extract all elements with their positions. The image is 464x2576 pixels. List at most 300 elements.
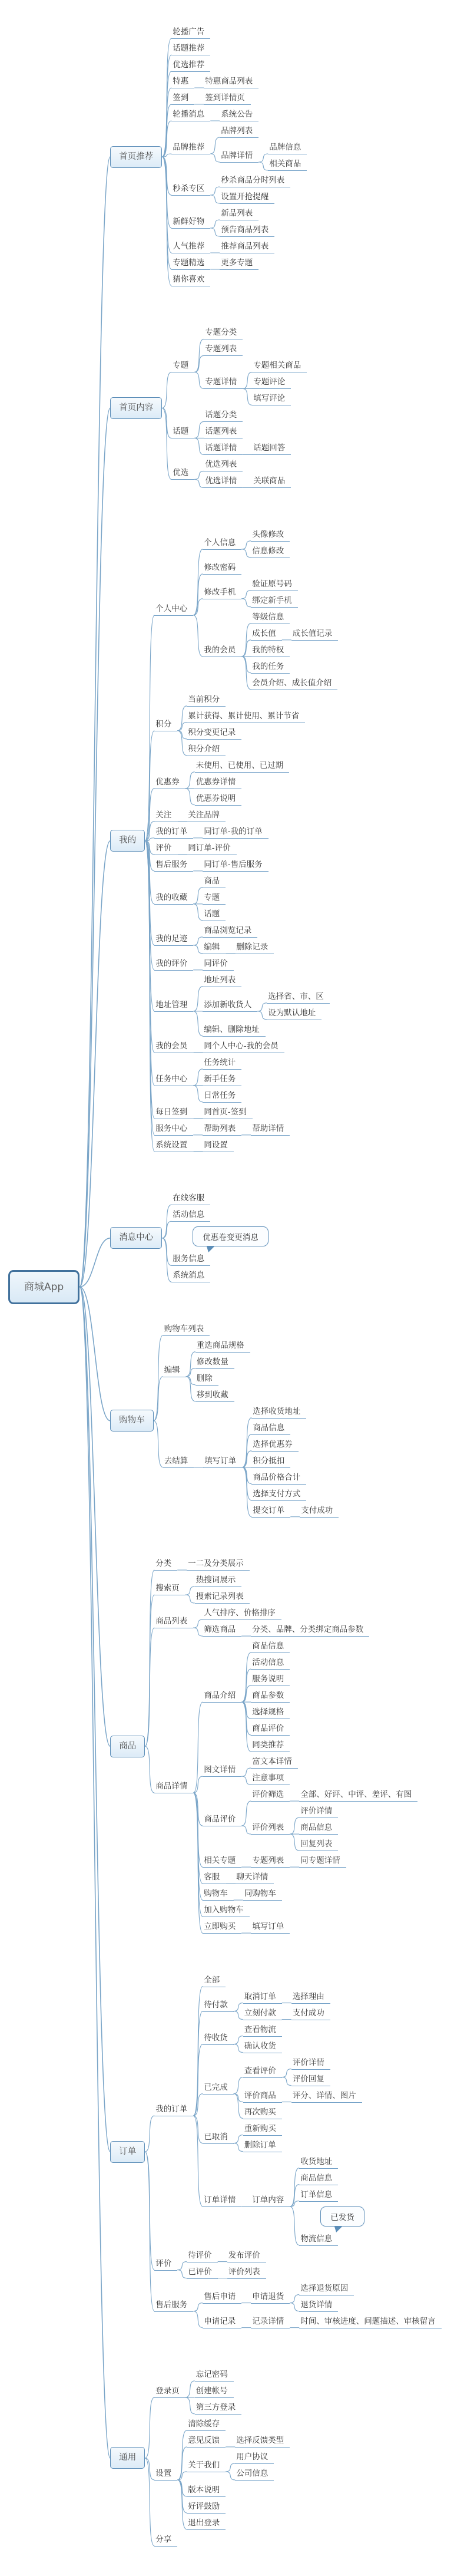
subtopic[interactable]: 秒杀商品分时列表 — [220, 176, 290, 187]
main-branch-topic[interactable]: 首页内容 — [110, 397, 162, 419]
topic-row — [291, 2058, 330, 2070]
subtopic[interactable]: 筛选商品 — [203, 1625, 241, 1637]
subtopic[interactable]: 同订单-我的订单 — [203, 827, 268, 839]
subtopic[interactable]: 信息修改 — [251, 546, 290, 558]
subtopic[interactable]: 选择退货原因 — [299, 2284, 354, 2295]
subtopic[interactable]: 支付成功 — [291, 2008, 330, 2020]
subtopic[interactable]: 每日签到 — [154, 1107, 193, 1119]
subtopic[interactable]: 退出登录 — [187, 2518, 226, 2530]
subtopic[interactable]: 评价详情 — [299, 1806, 338, 1818]
subtopic[interactable]: 帮助列表 — [203, 1124, 241, 1136]
topic-wrap — [154, 810, 177, 822]
subtopic[interactable]: 发布评价 — [227, 2251, 266, 2262]
subtopic[interactable]: 任务统计 — [203, 1058, 241, 1070]
subtopic[interactable]: 在线客服 — [171, 1193, 210, 1205]
subtopic[interactable]: 服务中心 — [154, 1124, 193, 1136]
subtopic[interactable]: 累计获得、累计使用、累计节省 — [187, 711, 305, 723]
subtopic[interactable]: 积分抵扣 — [251, 1456, 290, 1468]
subtopic[interactable]: 商品评价 — [251, 1724, 290, 1736]
subtopic[interactable]: 未使用、已使用、已过期 — [195, 761, 290, 773]
subtopic[interactable]: 购物车 — [203, 1889, 234, 1901]
subtopic[interactable]: 我的订单 — [154, 2105, 193, 2116]
subtopic[interactable]: 话题列表 — [204, 427, 243, 438]
subtopic[interactable]: 商品信息 — [251, 1423, 290, 1435]
subtopic[interactable]: 会员介绍、成长值介绍 — [251, 678, 337, 690]
children-column — [187, 1559, 250, 1571]
subtopic[interactable]: 同个人中心-我的会员 — [203, 1041, 284, 1053]
subtopic[interactable]: 商品价格合计 — [251, 1473, 306, 1485]
subtopic[interactable]: 热搜词展示 — [195, 1575, 242, 1587]
subtopic[interactable]: 第三方登录 — [195, 2403, 242, 2415]
subtopic[interactable]: 客服 — [203, 1872, 226, 1884]
subtopic[interactable]: 选择理由 — [291, 1992, 330, 2004]
subtopic[interactable]: 成长值 — [251, 629, 282, 641]
subtopic[interactable]: 去结算 — [163, 1456, 194, 1468]
subtopic[interactable]: 编辑 — [163, 1365, 186, 1377]
subtopic[interactable]: 我的订单 — [154, 827, 193, 839]
topic-wrap — [154, 1107, 193, 1119]
callout — [320, 2206, 364, 2232]
subtopic[interactable]: 任务中心 — [154, 1074, 193, 1086]
subtopic[interactable]: 分享 — [154, 2535, 177, 2547]
topic-row — [154, 827, 338, 839]
subtopic[interactable]: 商品列表 — [154, 1617, 193, 1628]
subtopic[interactable]: 相关商品 — [268, 159, 307, 171]
subtopic[interactable]: 商品详情 — [154, 1782, 193, 1793]
subtopic[interactable]: 话题推荐 — [171, 44, 210, 55]
subtopic[interactable]: 系统消息 — [171, 1271, 210, 1282]
subtopic[interactable]: 同类推荐 — [251, 1740, 290, 1752]
subtopic[interactable]: 修改密码 — [203, 563, 241, 575]
topic-row — [291, 2074, 330, 2086]
subtopic[interactable]: 申请退货 — [251, 2292, 290, 2304]
subtopic[interactable]: 立刻付款 — [243, 2008, 282, 2020]
subtopic[interactable]: 预告商品列表 — [220, 225, 274, 237]
subtopic[interactable]: 填写订单 — [203, 1456, 242, 1468]
topic-wrap — [203, 1608, 281, 1620]
topic-row — [154, 975, 338, 1037]
subtopic[interactable]: 个人信息 — [203, 538, 241, 550]
children-column — [195, 761, 290, 806]
topic-row — [243, 2025, 282, 2037]
subtopic[interactable]: 商品浏览记录 — [203, 926, 257, 938]
subtopic[interactable]: 轮播消息 — [171, 110, 210, 121]
topic-wrap — [252, 476, 291, 488]
topic-row — [299, 1790, 417, 1802]
subtopic[interactable]: 我的收藏 — [154, 893, 193, 905]
subtopic[interactable]: 删除 — [195, 1374, 218, 1386]
subtopic[interactable]: 品牌详情 — [220, 151, 258, 163]
subtopic[interactable]: 图文详情 — [203, 1765, 241, 1777]
topic-row — [171, 44, 307, 55]
topic-row — [171, 209, 307, 237]
subtopic[interactable]: 全部、好评、中评、差评、有图 — [299, 1790, 417, 1802]
subtopic[interactable]: 富文本详情 — [251, 1757, 298, 1769]
topic-wrap — [187, 744, 226, 756]
subtopic[interactable]: 再次购买 — [243, 2107, 282, 2119]
topic-wrap — [203, 1140, 234, 1152]
topic-wrap — [110, 830, 145, 852]
topic-row — [171, 275, 307, 286]
subtopic[interactable]: 优选 — [171, 468, 194, 480]
subtopic[interactable]: 评价 — [154, 2259, 177, 2271]
subtopic[interactable]: 时间、审核进度、问题描述、审核留言 — [299, 2317, 442, 2328]
subtopic[interactable]: 系统公告 — [220, 110, 258, 121]
subtopic[interactable]: 用户协议 — [235, 2452, 274, 2464]
subtopic[interactable]: 售后服务 — [154, 2300, 193, 2312]
subtopic[interactable]: 选择支付方式 — [251, 1489, 306, 1501]
subtopic[interactable]: 重选商品规格 — [195, 1341, 250, 1353]
subtopic[interactable]: 评价 — [154, 843, 177, 855]
subtopic[interactable]: 商品 — [203, 876, 226, 888]
subtopic[interactable]: 商品信息 — [299, 2173, 338, 2185]
topic-wrap — [171, 110, 210, 121]
subtopic[interactable]: 专题精选 — [171, 258, 210, 270]
subtopic[interactable]: 支付成功 — [300, 1506, 339, 1518]
subtopic[interactable]: 人气排序、价格排序 — [203, 1608, 281, 1620]
subtopic[interactable]: 编辑、删除地址 — [203, 1025, 266, 1037]
root-topic[interactable]: 商城App — [8, 1270, 79, 1304]
topic-row — [251, 1806, 417, 1851]
subtopic[interactable]: 选择优惠券 — [251, 1440, 299, 1452]
subtopic[interactable]: 关联商品 — [252, 476, 291, 488]
subtopic[interactable]: 移到收藏 — [195, 1390, 234, 1402]
subtopic[interactable]: 优惠券 — [154, 777, 185, 789]
subtopic[interactable]: 帮助详情 — [251, 1124, 290, 1136]
subtopic[interactable]: 专题列表 — [251, 1856, 290, 1868]
subtopic[interactable]: 忘记密码 — [195, 2370, 234, 2382]
subtopic[interactable]: 专题 — [171, 361, 194, 372]
subtopic[interactable]: 确认收货 — [243, 2041, 282, 2053]
subtopic[interactable]: 我的会员 — [203, 645, 241, 657]
subtopic[interactable]: 商品信息 — [299, 1823, 338, 1835]
main-branch-topic[interactable]: 商品 — [110, 1736, 145, 1757]
subtopic[interactable]: 人气推荐 — [171, 242, 210, 253]
subtopic[interactable]: 创建帐号 — [195, 2386, 234, 2398]
subtopic[interactable]: 签到详情页 — [204, 93, 251, 105]
subtopic[interactable]: 版本说明 — [187, 2485, 226, 2497]
topic-row — [251, 1724, 290, 1736]
subtopic[interactable]: 申请记录 — [203, 2317, 241, 2328]
subtopic[interactable]: 专题评论 — [252, 377, 291, 389]
subtopic[interactable]: 加入购物车 — [203, 1905, 250, 1917]
subtopic[interactable]: 删除记录 — [235, 942, 274, 954]
topic-row — [235, 2469, 274, 2481]
subtopic[interactable]: 回复列表 — [299, 1839, 338, 1851]
subtopic[interactable]: 搜索记录列表 — [195, 1592, 250, 1604]
topic-row — [195, 2370, 242, 2382]
subtopic[interactable]: 地址管理 — [154, 1000, 193, 1012]
subtopic[interactable]: 评价列表 — [251, 1823, 290, 1835]
subtopic[interactable]: 专题列表 — [204, 344, 243, 356]
subtopic[interactable]: 积分介绍 — [187, 744, 226, 756]
subtopic[interactable]: 等级信息 — [251, 612, 290, 624]
children-column — [220, 209, 274, 237]
subtopic[interactable]: 待收货 — [203, 2033, 234, 2045]
subtopic[interactable]: 记录详情 — [251, 2317, 290, 2328]
subtopic[interactable]: 同订单-评价 — [187, 843, 236, 855]
subtopic[interactable]: 评价列表 — [227, 2267, 266, 2279]
subtopic[interactable]: 注意事项 — [251, 1773, 290, 1785]
topic-wrap — [203, 909, 226, 921]
topic-row — [243, 2058, 362, 2086]
subtopic[interactable]: 重新购买 — [243, 2124, 282, 2136]
subtopic[interactable]: 商品介绍 — [203, 1691, 241, 1703]
subtopic[interactable]: 积分 — [154, 720, 177, 731]
children-column — [154, 1559, 417, 1934]
topic-wrap — [227, 2267, 266, 2279]
subtopic[interactable]: 更多专题 — [220, 258, 258, 270]
topic-wrap — [251, 1790, 290, 1802]
subtopic[interactable]: 话题分类 — [204, 410, 243, 422]
subtopic[interactable]: 好评鼓励 — [187, 2502, 226, 2514]
subtopic[interactable]: 优惠券详情 — [195, 777, 242, 789]
subtopic[interactable]: 专题相关商品 — [252, 361, 307, 372]
subtopic[interactable]: 物流信息 — [299, 2234, 338, 2246]
subtopic[interactable]: 评分、详情、图片 — [291, 2091, 362, 2103]
subtopic[interactable]: 清除缓存 — [187, 2419, 226, 2431]
subtopic[interactable]: 优惠券说明 — [195, 794, 242, 806]
topic-wrap — [220, 176, 290, 187]
subtopic[interactable]: 猜你喜欢 — [171, 275, 210, 286]
topic-wrap — [204, 427, 243, 438]
subtopic[interactable]: 评价回复 — [291, 2074, 330, 2086]
subtopic[interactable]: 同订单-售后服务 — [203, 860, 268, 872]
subtopic[interactable]: 设置 — [154, 2469, 177, 2481]
subtopic[interactable]: 评价详情 — [291, 2058, 330, 2070]
subtopic[interactable]: 话题 — [203, 909, 226, 921]
subtopic[interactable]: 签到 — [171, 93, 194, 105]
subtopic[interactable]: 待付款 — [203, 2000, 234, 2012]
subtopic[interactable]: 已评价 — [187, 2267, 218, 2279]
topic-wrap — [163, 1324, 210, 1336]
topic-row — [299, 2284, 354, 2295]
subtopic[interactable]: 优选详情 — [204, 476, 243, 488]
topic-row — [154, 1559, 417, 1571]
subtopic[interactable]: 我的任务 — [251, 662, 290, 674]
topic-row — [171, 60, 307, 72]
subtopic[interactable]: 取消订单 — [243, 1992, 282, 2004]
subtopic[interactable]: 选择规格 — [251, 1707, 290, 1719]
topic-row — [204, 93, 251, 105]
subtopic[interactable]: 搜索页 — [154, 1584, 185, 1595]
subtopic[interactable]: 话题 — [171, 427, 194, 438]
subtopic[interactable]: 话题详情 — [204, 443, 243, 455]
topic-row — [154, 1575, 417, 1604]
subtopic[interactable]: 验证原号码 — [251, 579, 298, 591]
topic-wrap — [154, 604, 193, 616]
subtopic[interactable]: 当前积分 — [187, 695, 226, 707]
topic-row — [171, 460, 307, 488]
topic-row — [203, 893, 226, 905]
main-branch-topic[interactable]: 通用 — [110, 2447, 145, 2469]
subtopic[interactable]: 填写订单 — [251, 1922, 290, 1934]
subtopic[interactable]: 提交订单 — [251, 1506, 290, 1518]
subtopic[interactable]: 选择收货地址 — [251, 1407, 306, 1419]
subtopic[interactable]: 订单内容 — [251, 2195, 290, 2207]
subtopic[interactable]: 头像修改 — [251, 530, 290, 542]
subtopic[interactable]: 同购物车 — [243, 1889, 282, 1901]
subtopic[interactable]: 绑定新手机 — [251, 596, 298, 608]
subtopic[interactable]: 推荐商品列表 — [220, 242, 274, 253]
subtopic[interactable]: 我的会员 — [154, 1041, 193, 1053]
topic-row — [235, 2436, 290, 2448]
subtopic[interactable]: 已完成 — [203, 2083, 234, 2095]
subtopic[interactable]: 活动信息 — [251, 1658, 290, 1670]
subtopic[interactable]: 新鲜好物 — [171, 217, 210, 229]
topic-row — [203, 612, 338, 690]
subtopic[interactable]: 修改数量 — [195, 1357, 234, 1369]
subtopic[interactable]: 同专题详情 — [299, 1856, 346, 1868]
subtopic[interactable]: 修改手机 — [203, 588, 241, 599]
subtopic[interactable]: 删除订单 — [243, 2140, 282, 2152]
subtopic[interactable]: 特惠 — [171, 77, 194, 88]
main-branch-topic[interactable]: 订单 — [110, 2141, 145, 2163]
subtopic[interactable]: 同首页-签到 — [203, 1107, 252, 1119]
subtopic[interactable]: 填写评论 — [252, 394, 291, 405]
topic-wrap — [171, 468, 194, 480]
subtopic[interactable]: 积分变更记录 — [187, 728, 241, 740]
subtopic[interactable]: 活动信息 — [171, 1210, 210, 1222]
subtopic[interactable]: 地址列表 — [203, 975, 241, 987]
subtopic[interactable]: 设为默认地址 — [267, 1008, 322, 1020]
subtopic[interactable]: 服务说明 — [251, 1674, 290, 1686]
topic-row — [203, 1922, 417, 1934]
subtopic[interactable]: 专题详情 — [204, 377, 243, 389]
topic-wrap — [154, 1782, 193, 1793]
subtopic[interactable]: 登录页 — [154, 2386, 185, 2398]
topic-wrap — [243, 1889, 282, 1901]
subtopic[interactable]: 设置开抢提醒 — [220, 192, 274, 204]
subtopic[interactable]: 一二及分类展示 — [187, 1559, 250, 1571]
subtopic[interactable]: 优选列表 — [204, 460, 243, 471]
topic-wrap — [251, 1473, 306, 1485]
subtopic[interactable]: 退货详情 — [299, 2300, 338, 2312]
topic-wrap — [220, 225, 274, 237]
subtopic[interactable]: 选择省、市、区 — [267, 992, 330, 1004]
subtopic[interactable]: 特惠商品列表 — [204, 77, 258, 88]
subtopic[interactable]: 轮播广告 — [171, 27, 210, 39]
subtopic[interactable]: 服务信息 — [171, 1254, 210, 1266]
subtopic[interactable]: 商品评价 — [203, 1815, 241, 1826]
subtopic[interactable]: 评价商品 — [243, 2091, 282, 2103]
subtopic[interactable]: 同设置 — [203, 1140, 234, 1152]
subtopic[interactable]: 评价筛选 — [251, 1790, 290, 1802]
topic-row — [8, 27, 464, 2547]
main-branch-topic[interactable]: 首页推荐 — [110, 146, 162, 168]
subtopic[interactable]: 关注品牌 — [187, 810, 226, 822]
subtopic[interactable]: 添加新收货人 — [203, 1000, 257, 1012]
topic-wrap — [203, 588, 241, 599]
topic-wrap — [195, 777, 242, 789]
subtopic[interactable]: 我的特权 — [251, 645, 290, 657]
subtopic[interactable]: 聊天详情 — [235, 1872, 274, 1884]
subtopic[interactable]: 订单详情 — [203, 2195, 241, 2207]
subtopic[interactable]: 选择反馈类型 — [235, 2436, 290, 2448]
topic-row — [243, 2124, 282, 2136]
topic-row — [203, 1107, 252, 1119]
topic-wrap — [195, 1575, 242, 1587]
subtopic[interactable]: 立即购买 — [203, 1922, 241, 1934]
children-column — [299, 2157, 364, 2246]
subtopic[interactable]: 购物车列表 — [163, 1324, 210, 1336]
topic-wrap — [251, 1124, 290, 1136]
topic-wrap — [171, 427, 194, 438]
children-column — [204, 77, 258, 88]
subtopic[interactable]: 全部 — [203, 1975, 226, 1987]
subtopic[interactable]: 售后服务 — [154, 860, 193, 872]
subtopic[interactable]: 我的足迹 — [154, 934, 193, 946]
subtopic[interactable]: 新品列表 — [220, 209, 258, 220]
subtopic[interactable]: 分类 — [154, 1559, 177, 1571]
subtopic[interactable]: 话题回答 — [252, 443, 291, 455]
callout-bubble[interactable]: 已发货 — [320, 2206, 364, 2227]
topic-row — [187, 2485, 290, 2497]
topic-row — [195, 1374, 250, 1386]
main-branch-topic[interactable]: 购物车 — [110, 1410, 154, 1432]
callout-tail-icon — [207, 1246, 214, 1252]
topic-row — [204, 344, 307, 356]
subtopic[interactable]: 同评价 — [203, 959, 234, 971]
topic-wrap — [204, 328, 243, 339]
subtopic[interactable]: 品牌推荐 — [171, 143, 210, 154]
subtopic[interactable]: 日常任务 — [203, 1091, 241, 1103]
subtopic[interactable]: 秒杀专区 — [171, 184, 210, 196]
subtopic[interactable]: 个人中心 — [154, 604, 193, 616]
topic-wrap — [220, 192, 274, 204]
subtopic[interactable]: 商品参数 — [251, 1691, 290, 1703]
subtopic[interactable]: 分类、品牌、分类绑定商品参数 — [251, 1625, 369, 1637]
subtopic[interactable]: 关于我们 — [187, 2460, 226, 2472]
subtopic[interactable]: 品牌信息 — [268, 143, 307, 154]
subtopic[interactable]: 待评价 — [187, 2251, 218, 2262]
topic-row — [204, 328, 307, 339]
subtopic[interactable]: 新手任务 — [203, 1074, 241, 1086]
subtopic[interactable]: 专题分类 — [204, 328, 243, 339]
children-column — [251, 1856, 346, 1868]
main-branch-topic[interactable]: 我的 — [110, 830, 145, 852]
topic-wrap — [251, 2195, 290, 2207]
topic-row — [203, 1905, 417, 1917]
subtopic[interactable]: 成长值记录 — [291, 629, 339, 641]
subtopic[interactable]: 查看评价 — [243, 2066, 282, 2078]
subtopic[interactable]: 品牌列表 — [220, 126, 258, 138]
callout-bubble[interactable]: 优惠卷变更消息 — [193, 1226, 269, 1246]
children-column — [154, 530, 338, 1152]
subtopic[interactable]: 专题 — [203, 893, 226, 905]
subtopic[interactable]: 售后申请 — [203, 2292, 241, 2304]
subtopic[interactable]: 已取消 — [203, 2132, 234, 2144]
subtopic[interactable]: 系统设置 — [154, 1140, 193, 1152]
subtopic[interactable]: 优选推荐 — [171, 60, 210, 72]
main-branch-topic[interactable]: 消息中心 — [110, 1227, 162, 1249]
topic-wrap — [204, 460, 243, 471]
subtopic[interactable]: 商品信息 — [251, 1641, 290, 1653]
subtopic[interactable]: 相关专题 — [203, 1856, 241, 1868]
subtopic[interactable]: 订单信息 — [299, 2190, 338, 2202]
subtopic[interactable]: 收货地址 — [299, 2157, 338, 2169]
subtopic[interactable]: 公司信息 — [235, 2469, 274, 2481]
topic-wrap — [171, 93, 194, 105]
subtopic[interactable]: 我的评价 — [154, 959, 193, 971]
subtopic[interactable]: 编辑 — [203, 942, 226, 954]
topic-row — [110, 1975, 442, 2328]
subtopic[interactable]: 查看物流 — [243, 2025, 282, 2037]
topic-row — [251, 1757, 298, 1769]
subtopic[interactable]: 意见反馈 — [187, 2436, 226, 2448]
topic-wrap — [299, 2190, 338, 2202]
subtopic[interactable]: 关注 — [154, 810, 177, 822]
